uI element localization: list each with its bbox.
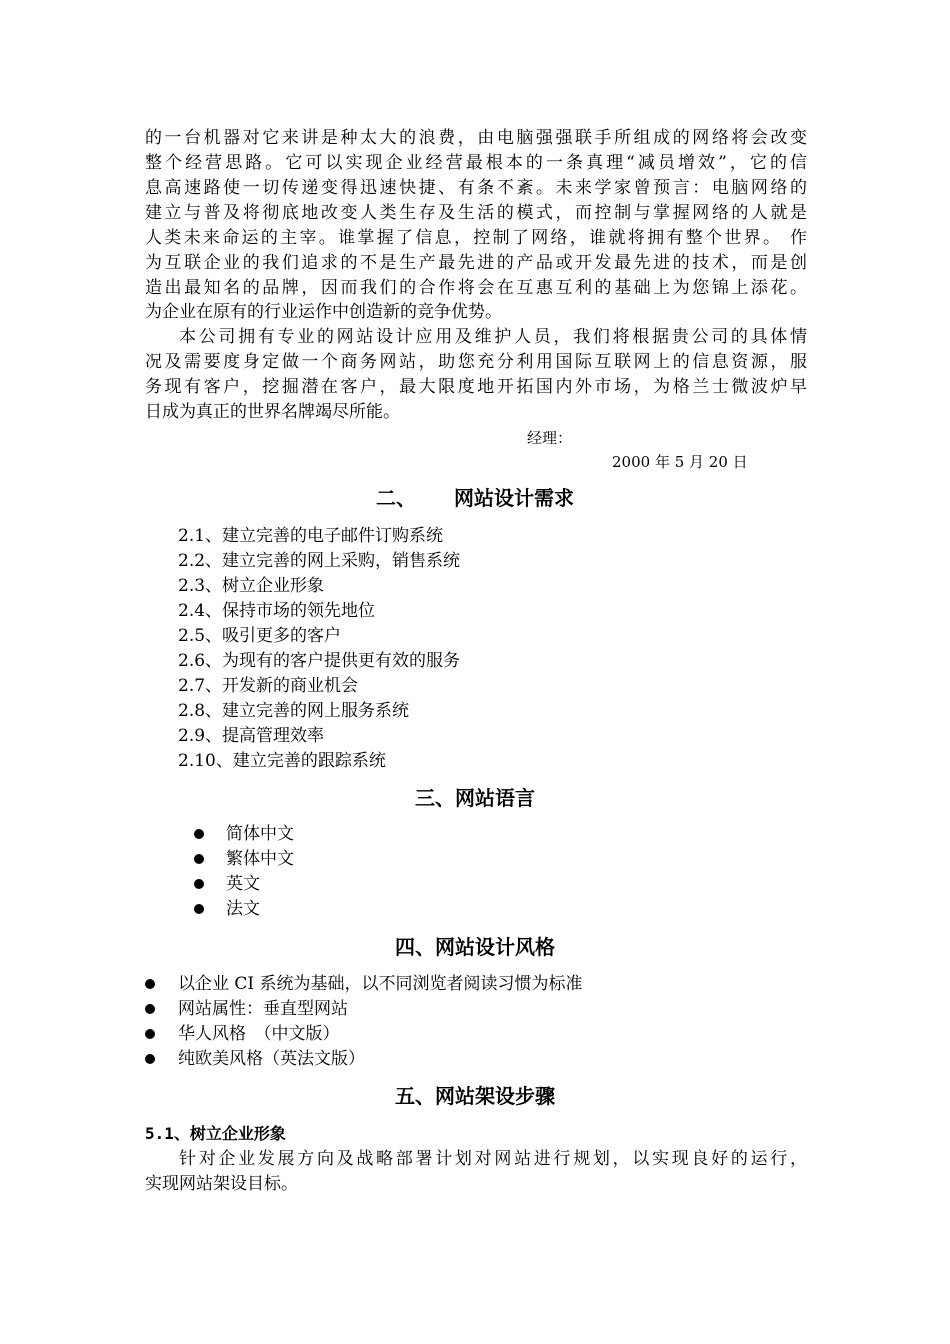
requirement-item: 2.2、建立完善的网上采购，销售系统 bbox=[178, 551, 461, 571]
bullet-icon bbox=[145, 979, 155, 989]
section-title: 网站设计需求 bbox=[454, 486, 574, 510]
style-item: 华人风格 （中文版） bbox=[178, 1024, 340, 1044]
requirement-item: 2.6、为现有的客户提供更有效的服务 bbox=[178, 651, 461, 671]
intro-line: 为企业在原有的行业运作中创造新的竞争优势。 bbox=[145, 302, 502, 322]
style-item: 以企业 CI 系统为基础，以不同浏览者阅读习惯为标准 bbox=[178, 974, 583, 994]
language-item: 英文 bbox=[226, 874, 260, 894]
requirement-item: 2.1、建立完善的电子邮件订购系统 bbox=[178, 526, 444, 546]
subsection-title: 、树立企业形象 bbox=[173, 1124, 286, 1143]
intro-line: 为互联企业的我们追求的不是生产最先进的产品或开发最先进的技术，而是创 bbox=[145, 253, 807, 273]
bullet-icon bbox=[194, 829, 204, 839]
requirement-item: 2.5、吸引更多的客户 bbox=[178, 626, 342, 646]
signature-label: 经理： bbox=[527, 429, 573, 447]
subsection-heading bbox=[145, 1122, 286, 1146]
bullet-icon bbox=[194, 879, 204, 889]
letter-date: 2000 年 5 月 20 日 bbox=[612, 453, 748, 471]
requirement-item: 2.3、树立企业形象 bbox=[178, 576, 325, 596]
subsection-number: 5.1 bbox=[145, 1124, 174, 1143]
intro-line: 务现有客户，挖掘潜在客户，最大限度地开拓国内外市场，为格兰士微波炉早 bbox=[145, 377, 807, 397]
language-item: 简体中文 bbox=[226, 824, 294, 844]
intro-line: 本公司拥有专业的网站设计应用及维护人员，我们将根据贵公司的具体情 bbox=[179, 327, 807, 347]
intro-line: 造出最知名的品牌，因而我们的合作将会在互惠互利的基础上为您锦上添花。 bbox=[145, 278, 807, 298]
intro-line: 日成为真正的世界名牌竭尽所能。 bbox=[145, 402, 400, 422]
step-body-line: 实现网站架设目标。 bbox=[145, 1174, 298, 1194]
requirement-item: 2.9、提高管理效率 bbox=[178, 726, 325, 746]
style-item: 网站属性：垂直型网站 bbox=[178, 999, 348, 1019]
bullet-icon bbox=[145, 1029, 155, 1039]
language-item: 法文 bbox=[226, 899, 260, 919]
section-heading-requirements bbox=[0, 484, 950, 512]
intro-line: 况及需要度身定做一个商务网站，助您充分利用国际互联网上的信息资源，服 bbox=[145, 352, 807, 372]
bullet-icon bbox=[145, 1004, 155, 1014]
step-body-line: 针对企业发展方向及战略部署计划对网站进行规划，以实现良好的运行， bbox=[179, 1149, 807, 1169]
bullet-icon bbox=[145, 1054, 155, 1064]
requirement-item: 2.8、建立完善的网上服务系统 bbox=[178, 701, 410, 721]
requirement-item: 2.4、保持市场的领先地位 bbox=[178, 601, 376, 621]
section-heading-style: 四、网站设计风格 bbox=[395, 935, 555, 959]
section-heading-steps: 五、网站架设步骤 bbox=[395, 1084, 555, 1108]
style-item: 纯欧美风格（英法文版） bbox=[178, 1049, 365, 1069]
intro-line: 的一台机器对它来讲是种太大的浪费，由电脑强强联手所组成的网络将会改变 bbox=[145, 128, 807, 148]
section-heading-languages: 三、网站语言 bbox=[415, 786, 535, 810]
intro-line: 整个经营思路。它可以实现企业经营最根本的一条真理“减员增效”，它的信 bbox=[145, 153, 807, 173]
requirement-item: 2.7、开发新的商业机会 bbox=[178, 676, 359, 696]
bullet-icon bbox=[194, 854, 204, 864]
intro-line: 建立与普及将彻底地改变人类生存及生活的模式，而控制与掌握网络的人就是 bbox=[145, 203, 807, 223]
section-number: 二、 bbox=[376, 486, 416, 510]
intro-line: 人类未来命运的主宰。谁掌握了信息，控制了网络，谁就将拥有整个世界。 作 bbox=[145, 228, 807, 248]
language-item: 繁体中文 bbox=[226, 849, 294, 869]
bullet-icon bbox=[194, 904, 204, 914]
requirement-item: 2.10、建立完善的跟踪系统 bbox=[178, 751, 386, 771]
intro-line: 息高速路使一切传递变得迅速快捷、有条不紊。未来学家曾预言：电脑网络的 bbox=[145, 178, 807, 198]
